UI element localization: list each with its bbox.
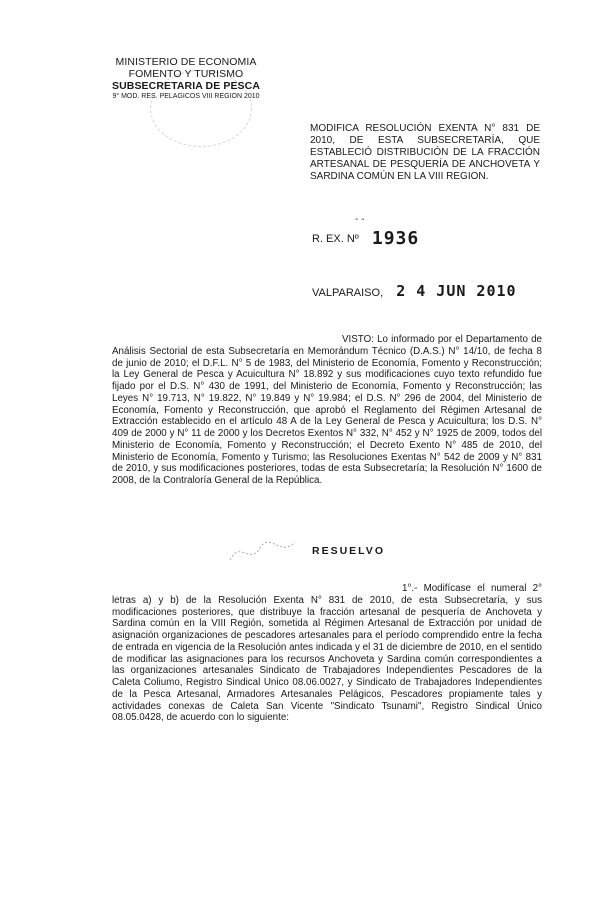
resolution-label: R. EX. Nº — [312, 233, 359, 245]
signature-scribble — [225, 530, 305, 570]
date-stamp: 2 4 JUN 2010 — [396, 282, 517, 300]
resolution-number: 1936 — [371, 228, 420, 249]
visto-paragraph: VISTO: Lo informado por el Departamento de Análisis Sectorial de esta Subsecretaría en Memorándum Técnico (D.A.S.) N° 14/10, de fecha 8 de junio de 2010; el D.F.L. N° 5 de 1983, del Ministerio de Economía, Fomento y Reconstrucción; la Ley General de Pesca y Acuicultura N° 18.892 y sus modificaciones cuyo texto refundido fue fijado por el D.S. N° 430 de 1991, del Ministerio de Economía, Fomento y Reconstrucción; las Leyes N° 19.713, N° 19.822, N° 19.849 y N° 19.984; el D.S. N° 296 de 2004, del Ministerio de Economía, Fomento y Reconstrucción, que aprobó el Reglamento del Régimen Artesanal de Extracción establecido en el artículo 48 A de la Ley General de Pesca y Acuicultura; los D.S. N° 409 de 2000 y N° 11 de 2000 y los Decretos Exentos N° 332, N° 452 y N° 1925 de 2009, todos del Ministerio de Economía, Fomento y Reconstrucción; el Decreto Exento N° 485 de 2010, del Ministerio de Economía, Fomento y Turismo; las Resoluciones Exentas N° 542 de 2009 y N° 831 de 2010, y sus modificaciones posteriores, todas de esta Subsecretaría; la Resolución N° 1600 de 2008, de la Contraloría General de la República. — [112, 334, 542, 486]
resuelvo-heading: RESUELVO — [312, 545, 385, 557]
resolution-number-line — [312, 228, 419, 249]
subsecretaria-name: SUBSECRETARIA DE PESCA — [111, 80, 261, 92]
article-1-paragraph: 1°.- Modifícase el numeral 2° letras a) y b) de la Resolución Exenta N° 831 de 2010, de esta Subsecretaría, y sus modificaciones posteriores, que distribuye la fracción artesanal de pesquería de Anchoveta y Sardina común en la VIII Región, sometida al Régimen Artesanal de Extracción por unidad de asignación organizaciones de pescadores artesanales para el período comprendido entre la fecha de entrada en vigencia de la Resolución antes indicada y el 31 de diciembre de 2010, en el sentido de modificar las asignaciones para los recursos Anchoveta y Sardina común correspondientes a las organizaciones artesanales Sindicato de Trabajadores Independientes Pescadores de la Caleta Coliumo, Registro Sindical Unico 08.06.0027, y Sindicato de Trabajadores Independientes de la Pesca Artesanal, Armadores Artesanales Pelágicos, Pescadores propiamente tales y actividades conexas de Caleta San Vicente "Sindicato Tsunami", Registro Sindical Único 08.05.0428, de acuerdo con lo siguiente: — [112, 583, 542, 724]
handwritten-mark: - - — [355, 214, 365, 225]
subject-block: MODIFICA RESOLUCIÓN EXENTA N° 831 DE 2010, DE ESTA SUBSECRETARÍA, QUE ESTABLECIÓ DISTRIBUCIÓN DE LA FRACCIÓN ARTESANAL DE PESQUERÍA DE ANCHOVETA Y SARDINA COMÚN EN LA VIII REGION. — [310, 123, 540, 182]
reference-line: 9° MOD. RES. PELAGICOS VIII REGION 2010 — [112, 93, 260, 100]
place-date-line — [312, 282, 517, 300]
ministry-subtitle: FOMENTO Y TURISMO — [128, 68, 244, 80]
place-name: VALPARAISO, — [312, 287, 384, 299]
ministry-header — [96, 56, 276, 101]
ministry-name: MINISTERIO DE ECONOMIA — [115, 56, 257, 68]
